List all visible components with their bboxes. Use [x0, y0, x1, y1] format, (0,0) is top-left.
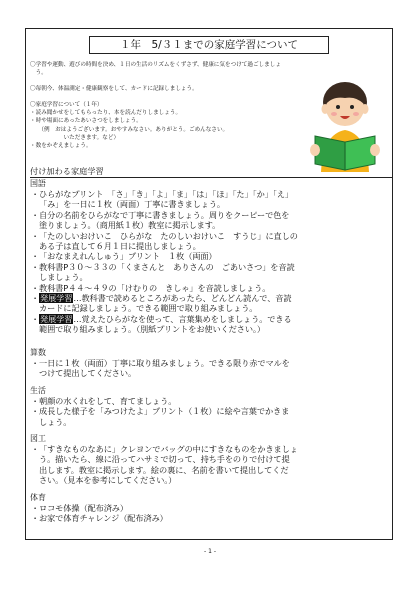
additional-study-section — [30, 166, 392, 335]
advanced-study-item: ・ 発展学習…覚えたひらがなを使って、言葉集めをしましょう。できる 範囲で取り組みましょう。（別紙プリントをお使いください。） — [31, 313, 292, 335]
list-item: ・ 「たのしいおけいこ ひらがな たのしいおけいこ すうじ」に直しの ある子は直して６月１日に提出しましょう。 — [31, 230, 298, 252]
document-frame — [25, 28, 393, 540]
sansu-section — [30, 347, 392, 379]
list-item: ・ 成長した様子を「みつけたよ」プリント（１枚）に絵や言葉でかきま しょう。 — [31, 406, 290, 427]
intro-line: ・数をかぞえましょう。 — [30, 142, 92, 149]
list-item: ・ 一日に１枚（両面）丁寧に取り組みましょう。できる限り赤でマルを つけて提出してください。 — [31, 358, 290, 379]
zuko-section — [30, 433, 392, 486]
list-item: ・ ひらがなプリント 「さ」「き」「よ」「ま」「は」「ほ」「た」「か」「え」 「み」を一日に１枚（両面）丁寧に書きましょう。 — [31, 189, 293, 210]
seikatsu-section — [30, 385, 392, 427]
subject-heading-kokugo: 国語 — [30, 179, 46, 188]
advanced-study-mark: 発展学習 — [40, 313, 73, 324]
page-title: １年 5/３１までの家庭学習について — [89, 36, 329, 54]
list-item: ・ ロコモ体操（配布済み） — [31, 503, 128, 513]
list-item: ・ 「おなまえれんしゅう」プリント １枚（両面） — [31, 251, 217, 262]
list-item: ・ お家で体育チャレンジ（配布済み） — [31, 513, 168, 524]
intro-line: 〇家庭学習について（１年） — [30, 102, 103, 109]
advanced-study-mark: 発展学習 — [40, 293, 73, 304]
page-number: - 1 - — [204, 548, 216, 555]
taiiku-section — [30, 492, 392, 524]
intro-line: ・読み聞かせをしてもらったり、本を読んだりしましょう。 — [30, 110, 182, 117]
intro-line: ・時や場面にあったあいさつをしましょう。 — [30, 118, 142, 125]
list-item: ・ 教科書P４４～４９の「けむりの きしゃ」を音読しましょう。 — [31, 282, 271, 293]
subject-heading-seikatsu: 生活 — [30, 386, 46, 395]
intro-line: 〇学習や運動、遊びの時間を決め、１日の生活のリズムをくずさず、健康に気をつけて過ごしましょ — [30, 62, 281, 68]
subject-heading-zuko: 図工 — [30, 434, 46, 443]
intro-line: う。 — [30, 70, 47, 77]
additional-study-heading: 付け加わる家庭学習 — [30, 166, 392, 178]
list-item: ・ 自分の名前をひらがなで丁寧に書きましょう。周りをクーピーで色を 塗りましょう。（商用紙１枚）教室に掲示します。 — [31, 209, 290, 231]
subject-heading-sansu: 算数 — [30, 348, 46, 357]
intro-line: いただきます。など） — [30, 134, 120, 141]
intro-line: （例 おはようございます。おやすみなさい。ありがとう。ごめんなさい。 — [30, 126, 229, 133]
advanced-study-item: ・ 発展学習…教科書で読めるところがあったら、どんどん読んで、音読 カードに記録しましょう。できる範囲で取り組みましょう。 — [31, 293, 292, 314]
intro-line: 〇毎朝今、体温測定・健康観察をして、カードに記録しましょう。 — [30, 86, 198, 93]
boy-reading-book-illustration — [301, 76, 389, 174]
list-item: ・ 朝顔の水くれをして、育てましょう。 — [31, 396, 177, 406]
subject-heading-taiiku: 体育 — [30, 493, 46, 502]
list-item: ・ 教科書P３０～３３の「くまさんと ありさんの ごあいさつ」を音読 しましょう。 — [31, 261, 295, 283]
list-item: ・ 「すきなものなあに」クレヨンでバッグの中にすきなものをかきましょ う。描いたら、線に沿ってハサミで切って、持ち手をのりで付けて提 出します。教室に掲示します。絵の裏に、名前を書いて提出してくだ さい。（見本を参考にしてください。） — [31, 444, 298, 486]
